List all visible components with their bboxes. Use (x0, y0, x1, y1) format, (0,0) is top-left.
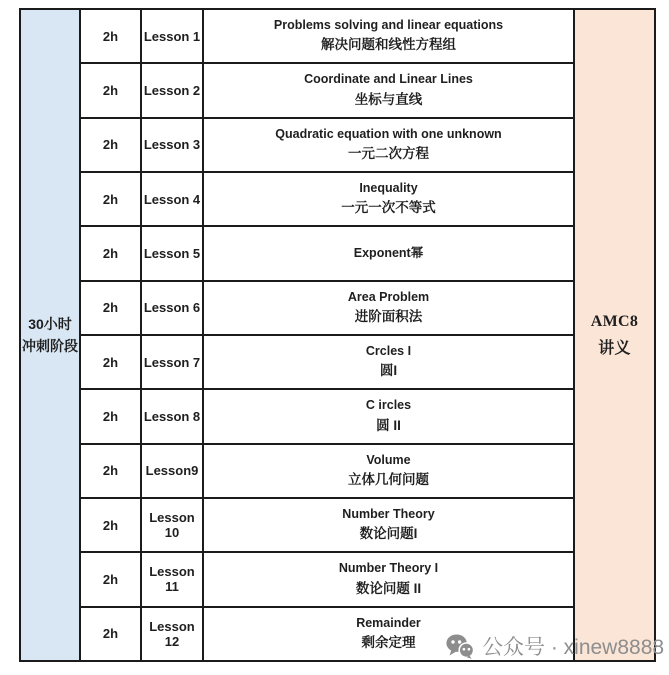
lesson-cell: Lesson 12 (142, 608, 202, 660)
topic-title-en: Coordinate and Linear Lines (304, 72, 473, 87)
topic-title-zh: 数论问题I (359, 526, 418, 542)
topic-title-zh: 解决问题和线性方程组 (321, 37, 456, 53)
material-label-line2: 讲义 (598, 339, 631, 357)
lesson-cell: Lesson 1 (142, 10, 202, 62)
hours-cell: 2h (81, 608, 140, 660)
lesson-cell: Lesson 7 (142, 336, 202, 388)
topic-cell (204, 445, 573, 497)
topic-title-en: Problems solving and linear equations (273, 18, 504, 33)
topic-title-zh: 进阶面积法 (354, 309, 423, 325)
hours-cell: 2h (81, 390, 140, 442)
topic-title-en: Quadratic equation with one unknown (275, 126, 502, 141)
material-cell (575, 10, 654, 660)
course-schedule-table (19, 8, 656, 662)
topic-title-en: Exponent幂 (353, 245, 424, 260)
topic-title-en: C ircles (365, 398, 412, 413)
hours-cell: 2h (81, 445, 140, 497)
hours-cell: 2h (81, 64, 140, 116)
lesson-cell: Lesson 2 (142, 64, 202, 116)
watermark (446, 629, 664, 663)
topic-cell (204, 10, 573, 62)
topic-cell (204, 64, 573, 116)
hours-cell: 2h (81, 336, 140, 388)
hours-cell: 2h (81, 10, 140, 62)
topic-cell (204, 499, 573, 551)
lesson-cell: Lesson 8 (142, 390, 202, 442)
material-label-line1: AMC8 (590, 312, 639, 330)
topic-title-en: Area Problem (347, 289, 430, 304)
topic-title-en: Remainder (356, 615, 421, 630)
hours-cell: 2h (81, 227, 140, 279)
topic-cell (204, 390, 573, 442)
lesson-cell: Lesson 4 (142, 173, 202, 225)
topic-cell (204, 173, 573, 225)
topic-title-zh: 圆I (379, 363, 398, 379)
lesson-cell: Lesson9 (142, 445, 202, 497)
lesson-cell: Lesson 6 (142, 282, 202, 334)
topic-title-zh: 一元一次不等式 (341, 200, 436, 216)
topic-cell (204, 119, 573, 171)
hours-cell: 2h (81, 553, 140, 605)
stage-label-line1: 30小时 (28, 315, 72, 332)
topic-title-en: Number Theory (342, 507, 435, 521)
hours-cell: 2h (81, 173, 140, 225)
lesson-cell: Lesson 5 (142, 227, 202, 279)
topic-title-en: Number Theory I (338, 561, 439, 576)
stage-label-line2: 冲刺阶段 (22, 337, 78, 354)
lesson-cell: Lesson 11 (142, 553, 202, 605)
lesson-cell: Lesson 3 (142, 119, 202, 171)
topic-cell (204, 336, 573, 388)
topic-title-en: Inequality (359, 181, 418, 195)
stage-cell (21, 10, 79, 660)
topic-title-zh: 剩余定理 (361, 635, 416, 651)
topic-title-zh: 坐标与直线 (354, 91, 423, 107)
hours-cell: 2h (81, 119, 140, 171)
watermark-text: 公众号 · xinew8888 (482, 636, 665, 659)
wechat-icon (446, 634, 474, 659)
topic-title-en: Crcles I (365, 344, 412, 358)
topic-title-zh: 数论问题 II (355, 580, 422, 596)
lesson-cell: Lesson 10 (142, 499, 202, 551)
hours-cell: 2h (81, 499, 140, 551)
topic-title-zh: 圆 II (376, 417, 401, 433)
hours-cell: 2h (81, 282, 140, 334)
topic-cell (204, 282, 573, 334)
topic-cell (204, 227, 573, 279)
topic-title-en: Volume (366, 452, 411, 467)
topic-cell (204, 553, 573, 605)
topic-title-zh: 立体几何问题 (348, 472, 429, 488)
topic-title-zh: 一元二次方程 (348, 146, 429, 162)
